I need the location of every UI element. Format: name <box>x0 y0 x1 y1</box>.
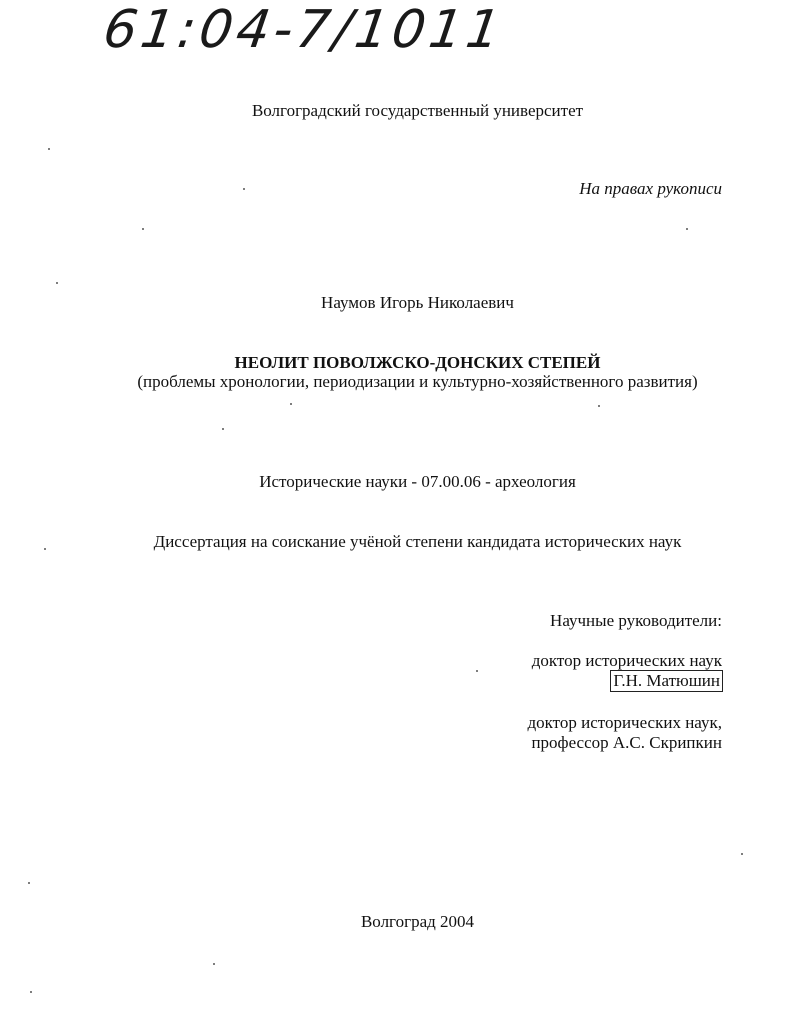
supervisor-2-name: профессор А.С. Скрипкин <box>531 733 722 752</box>
author-name: Наумов Игорь Николаевич <box>321 293 514 312</box>
scan-speck <box>48 148 50 150</box>
manuscript-note: На правах рукописи <box>579 179 722 198</box>
supervisors-label: Научные руководители: <box>550 611 722 630</box>
scan-speck <box>686 228 688 230</box>
archive-code-handwritten: 61:04-7/1011 <box>99 0 508 60</box>
scan-speck <box>44 548 46 550</box>
scan-speck <box>598 405 600 407</box>
scan-speck <box>243 188 245 190</box>
scan-speck <box>213 963 215 965</box>
scan-speck <box>30 991 32 993</box>
dissertation-subtitle: (проблемы хронологии, периодизации и культурно-хозяйственного развития) <box>137 372 698 391</box>
supervisor-1-degree: доктор исторических наук <box>531 651 722 670</box>
university-name: Волгоградский государственный университет <box>251 101 584 120</box>
scan-speck <box>476 670 478 672</box>
scan-speck <box>28 882 30 884</box>
scan-speck <box>222 428 224 430</box>
specialty: Исторические науки - 07.00.06 - археология <box>259 472 576 491</box>
city-year: Волгоград 2004 <box>360 912 475 931</box>
scan-speck <box>290 403 292 405</box>
supervisor-1-name-boxed: Г.Н. Матюшин <box>610 670 723 692</box>
scan-speck <box>741 853 743 855</box>
scan-speck <box>56 282 58 284</box>
scan-speck <box>142 228 144 230</box>
dissertation-title: НЕОЛИТ ПОВОЛЖСКО-ДОНСКИХ СТЕПЕЙ <box>234 353 601 372</box>
supervisor-2-degree: доктор исторических наук, <box>527 713 722 732</box>
dissertation-degree-line: Диссертация на соискание учёной степени кандидата исторических наук <box>153 532 682 551</box>
